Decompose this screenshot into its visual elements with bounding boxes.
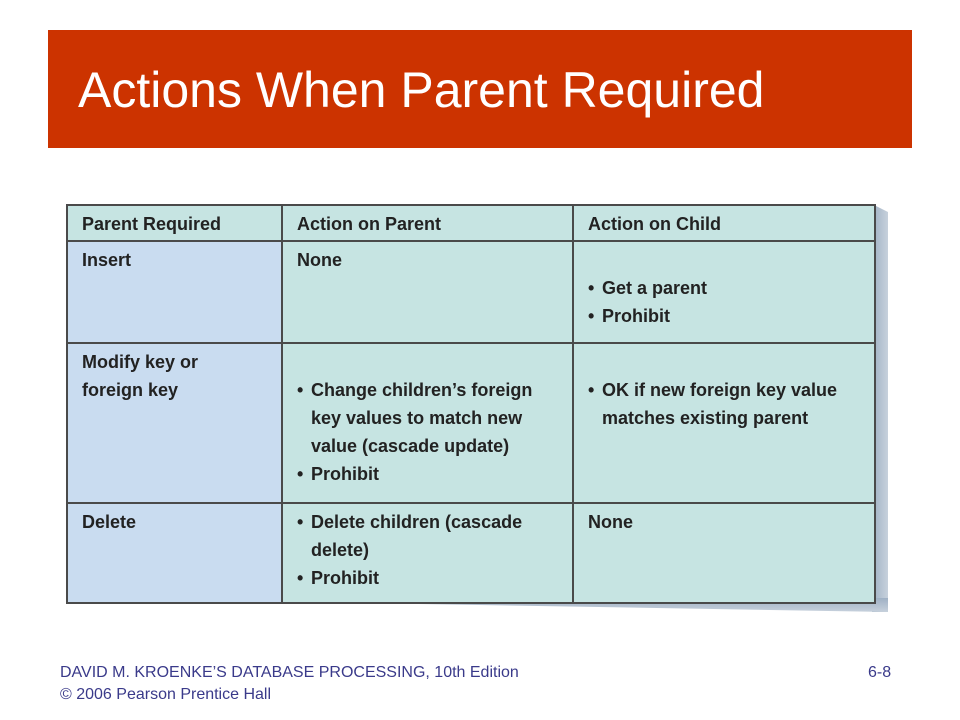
cell-parent-action [282,241,573,343]
list-item: • OK if new foreign key value matches existing parent [588,376,864,432]
event-label: Delete [82,512,137,532]
cell-event [67,343,282,503]
slide-title: Actions When Parent Required [78,62,765,118]
parent-required-actions-table [66,204,876,604]
event-label-line: foreign key [82,380,179,400]
list-item: • Change children’s foreign key values to match new value (cascade update) [297,376,562,460]
list-item: • Prohibit [297,564,562,592]
parent-action-text: None [297,250,342,270]
list-item: • Prohibit [297,460,562,488]
table-row-insert [67,241,875,343]
cell-event [67,241,282,343]
table-row-delete [67,503,875,603]
table-header-row [67,205,875,241]
header-action-on-parent: Action on Parent [282,205,573,241]
cell-child-action [573,241,875,343]
table-row-modify-key [67,343,875,503]
event-label-line: Modify key or [82,352,199,372]
title-bar [48,30,912,148]
cell-child-action [573,503,875,603]
list-item: • Get a parent [588,274,864,302]
cell-child-action [573,343,875,503]
page-number: 6-8 [868,664,892,681]
header-parent-required: Parent Required [67,205,282,241]
cell-parent-action [282,343,573,503]
footer-copyright: © 2006 Pearson Prentice Hall [60,686,272,703]
footer-book-title: DAVID M. KROENKE’S DATABASE PROCESSING, 10th Edition [60,664,519,681]
list-item: • Prohibit [588,302,864,330]
cell-event [67,503,282,603]
child-action-text: None [588,512,633,532]
footer-credits [60,662,519,706]
cell-parent-action [282,503,573,603]
event-label: Insert [82,250,132,270]
header-action-on-child: Action on Child [573,205,875,241]
list-item: • Delete children (cascade delete) [297,508,562,564]
